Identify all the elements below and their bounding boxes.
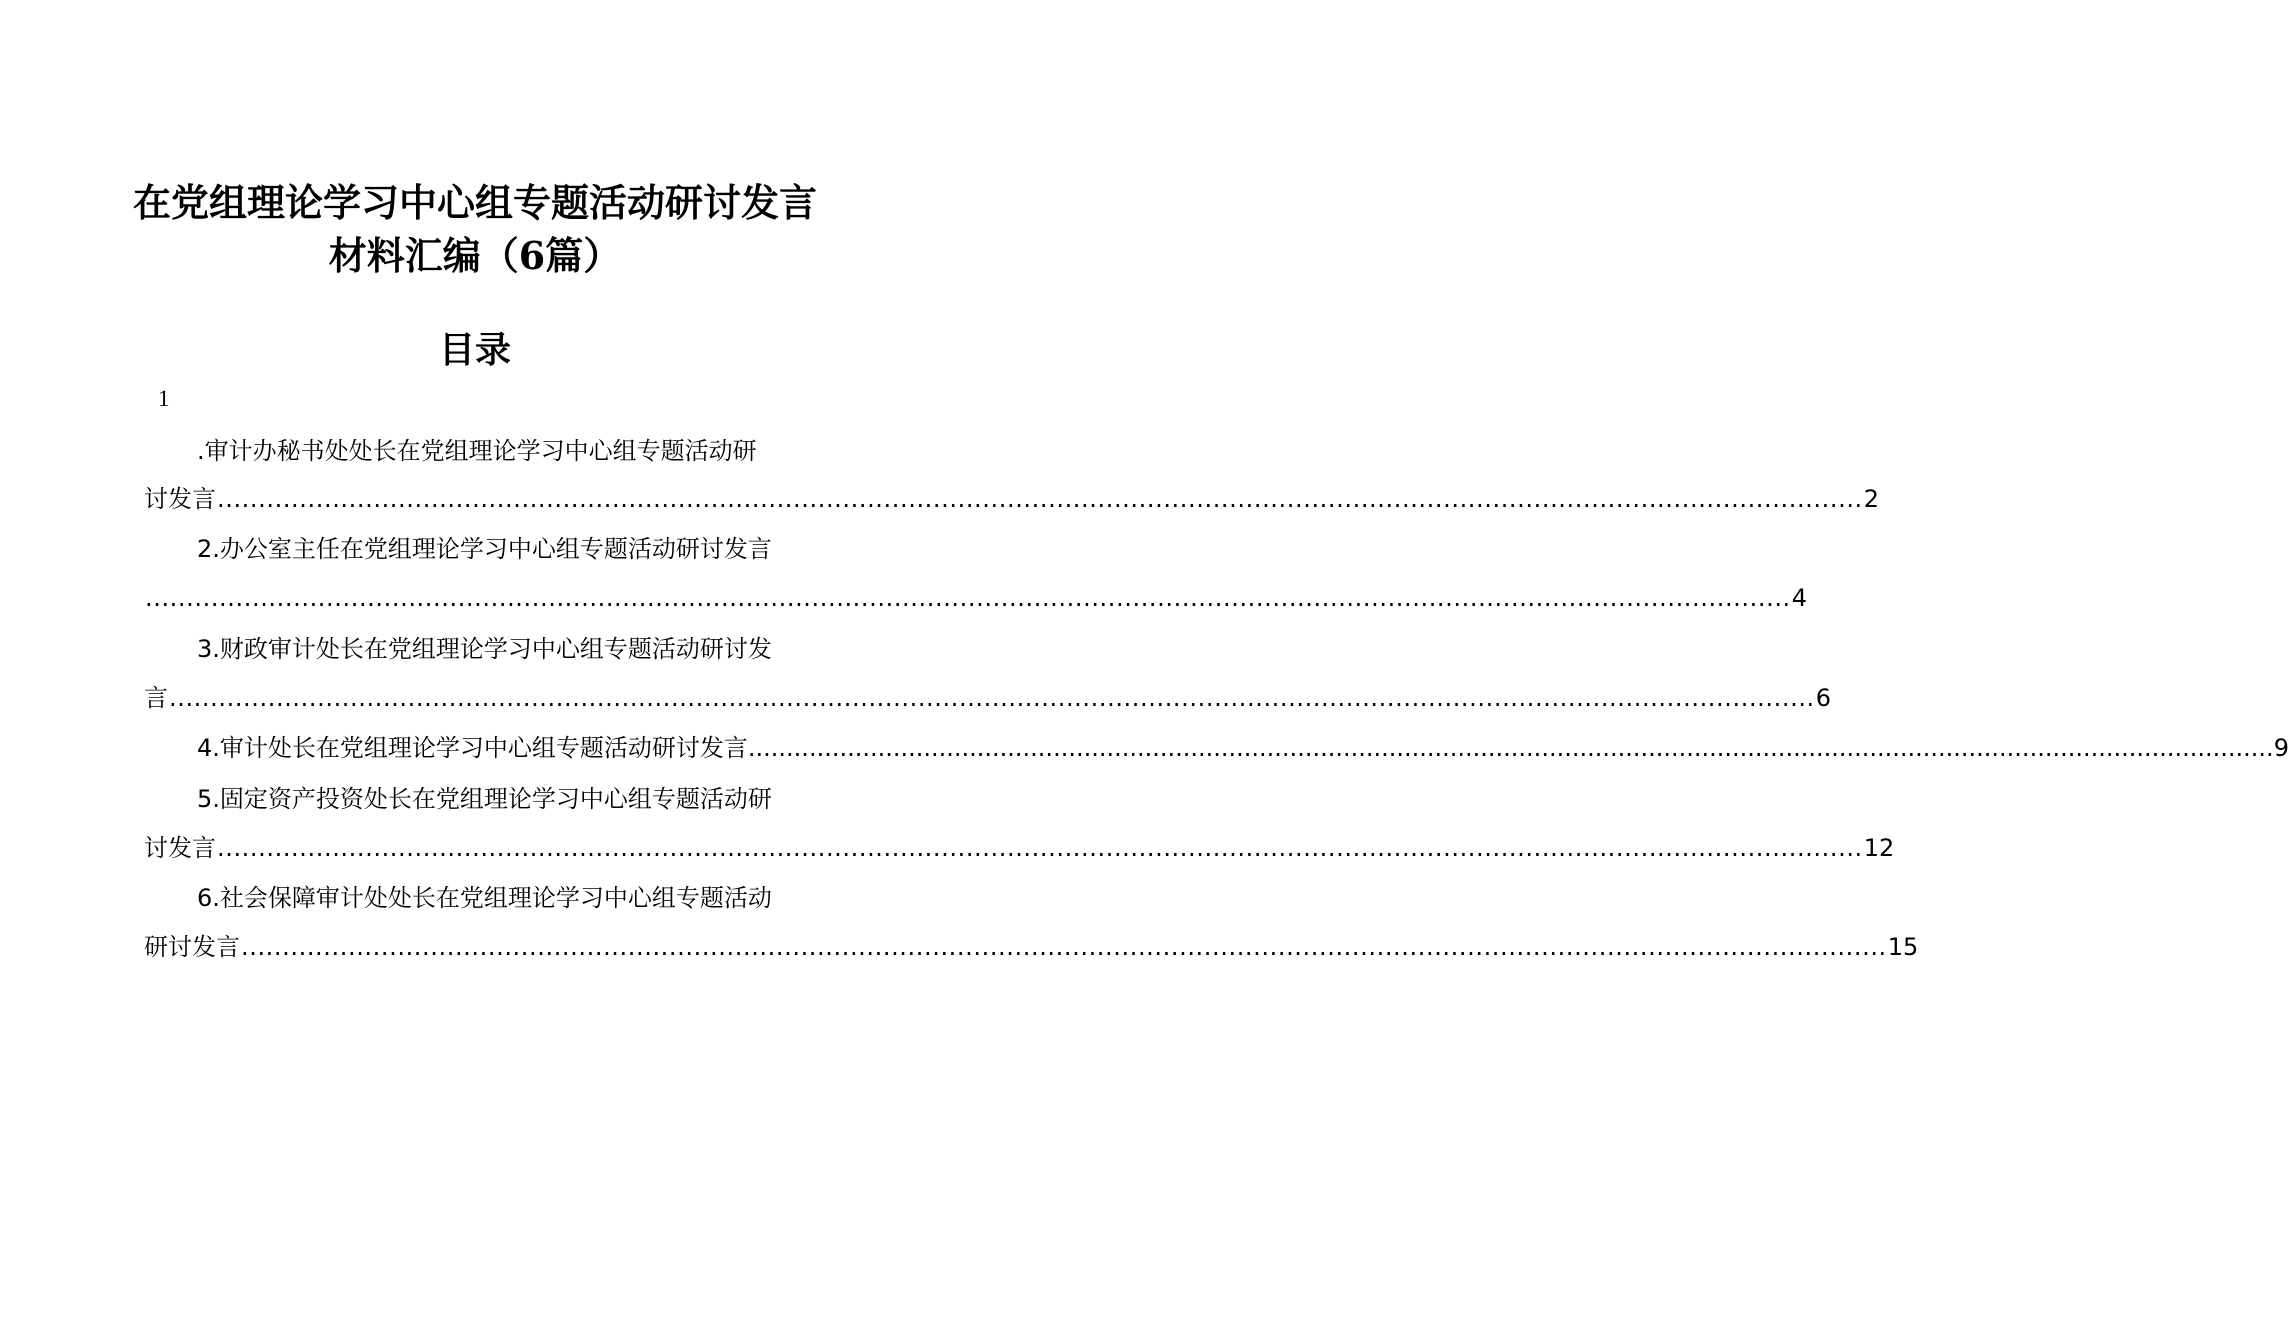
toc-page-number: 15: [1887, 933, 1919, 961]
document-title-line2: 材料汇编（6篇）: [328, 233, 622, 278]
toc-page-number: 6: [1815, 684, 1832, 712]
toc-page-number: 2: [1863, 485, 1880, 513]
toc-leader-dots: ........................................................................................................................................................................................................: [217, 834, 1863, 862]
toc-leader-dots: ........................................................................................................................................................................................................: [169, 684, 1815, 712]
document-title-line1: 在党组理论学习中心组专题活动研讨发言: [132, 180, 817, 225]
toc-list-marker: 1: [158, 386, 170, 411]
toc-entry-5-line1[interactable]: 5.固定资产投资处长在党组理论学习中心组专题活动研: [197, 785, 772, 813]
toc-entry-text: 讨发言: [144, 485, 216, 513]
toc-entry-text: 讨发言: [144, 834, 216, 862]
toc-heading: 目录: [438, 329, 511, 371]
toc-entry-1-line2[interactable]: [144, 484, 1880, 514]
toc-entry-4-line1[interactable]: [197, 733, 2289, 763]
toc-entry-2-line2[interactable]: [144, 583, 1808, 613]
toc-leader-dots: ........................................................................................................................................................................................................: [145, 584, 1791, 612]
toc-page-number: 9: [2273, 734, 2289, 762]
toc-entry-6-line2[interactable]: [144, 932, 1919, 962]
toc-entry-3-line2[interactable]: [144, 683, 1832, 713]
toc-entry-5-line2[interactable]: [144, 833, 1895, 863]
toc-page-number: 12: [1863, 834, 1895, 862]
toc-entry-6-line1[interactable]: 6.社会保障审计处处长在党组理论学习中心组专题活动: [197, 884, 772, 912]
toc-leader-dots: ........................................................................................................................................................................................................: [747, 734, 2274, 762]
toc-entry-2-line1[interactable]: 2.办公室主任在党组理论学习中心组专题活动研讨发言: [197, 535, 772, 563]
toc-entry-text: 研讨发言: [144, 933, 240, 961]
toc-entry-1-line1[interactable]: .审计办秘书处处长在党组理论学习中心组专题活动研: [197, 437, 757, 465]
toc-entry-text: 言: [144, 684, 168, 712]
toc-page-number: 4: [1791, 584, 1808, 612]
toc-entry-text: 4.审计处长在党组理论学习中心组专题活动研讨发言: [197, 734, 748, 762]
toc-leader-dots: ........................................................................................................................................................................................................: [217, 485, 1863, 513]
toc-leader-dots: ........................................................................................................................................................................................................: [241, 933, 1887, 961]
toc-entry-3-line1[interactable]: 3.财政审计处长在党组理论学习中心组专题活动研讨发: [197, 635, 772, 663]
